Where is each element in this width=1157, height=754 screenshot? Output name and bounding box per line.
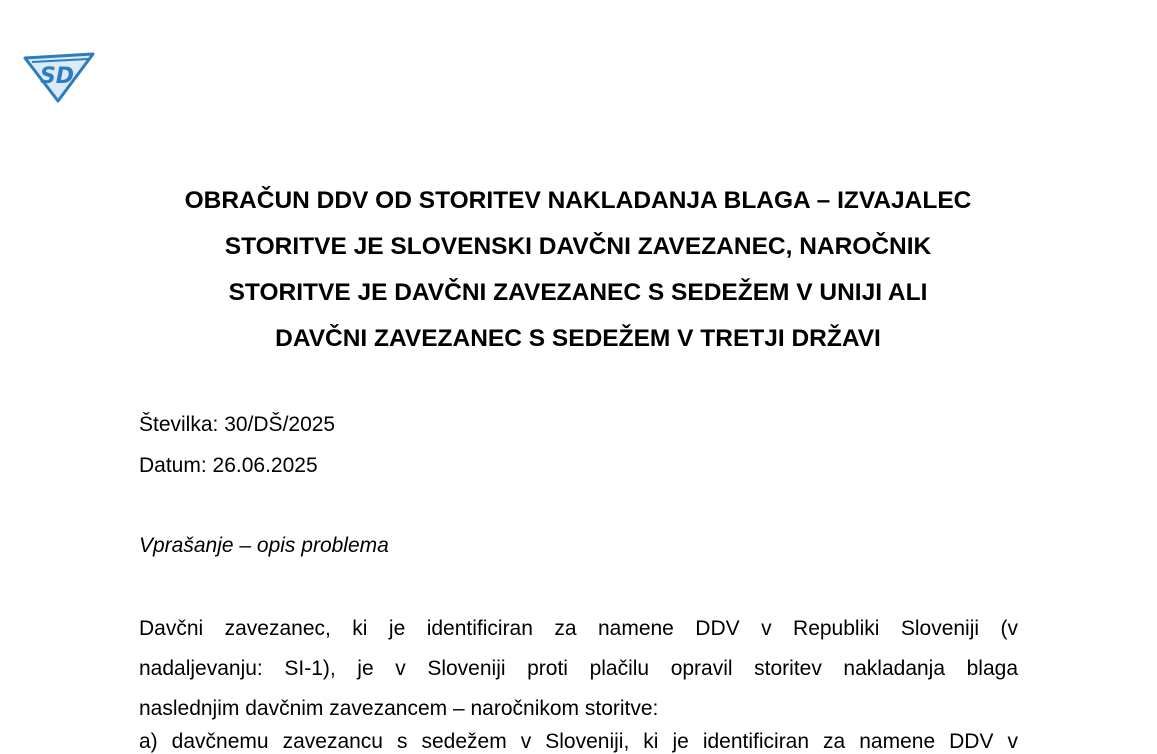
title-line: STORITVE JE SLOVENSKI DAVČNI ZAVEZANEC, NAROČNIK: [224, 233, 932, 260]
paragraph-line: nadaljevanju: SI-1), je v Sloveniji proti plačilu opravil storitev nakladanja blaga: [139, 657, 1018, 680]
body-paragraph: [139, 613, 1018, 733]
paragraph-line: Davčni zavezanec, ki je identificiran za namene DDV v Republiki Sloveniji (v: [139, 617, 1018, 640]
document-date: Datum: 26.06.2025: [139, 454, 318, 477]
paragraph-line: naslednjim davčnim zavezancem – naročnikom storitve:: [139, 697, 659, 720]
document-number: Številka: 30/DŠ/2025: [139, 413, 336, 436]
title-line: STORITVE JE DAVČNI ZAVEZANEC S SEDEŽEM V UNIJI ALI: [228, 279, 928, 306]
sd-shield-logo-icon: [22, 48, 96, 104]
title-line: DAVČNI ZAVEZANEC S SEDEŽEM V TRETJI DRŽAVI: [275, 325, 881, 352]
section-heading: Vprašanje – opis problema: [139, 534, 389, 557]
svg-text:SD: SD: [39, 64, 75, 89]
title-line: OBRAČUN DDV OD STORITEV NAKLADANJA BLAGA – IZVAJALEC: [184, 187, 972, 214]
sd-logo: [22, 48, 96, 104]
list-item-a: a) davčnemu zavezancu s sedežem v Sloveniji, ki je identificiran za namene DDV v: [139, 730, 1018, 753]
document-title: [130, 178, 1026, 362]
